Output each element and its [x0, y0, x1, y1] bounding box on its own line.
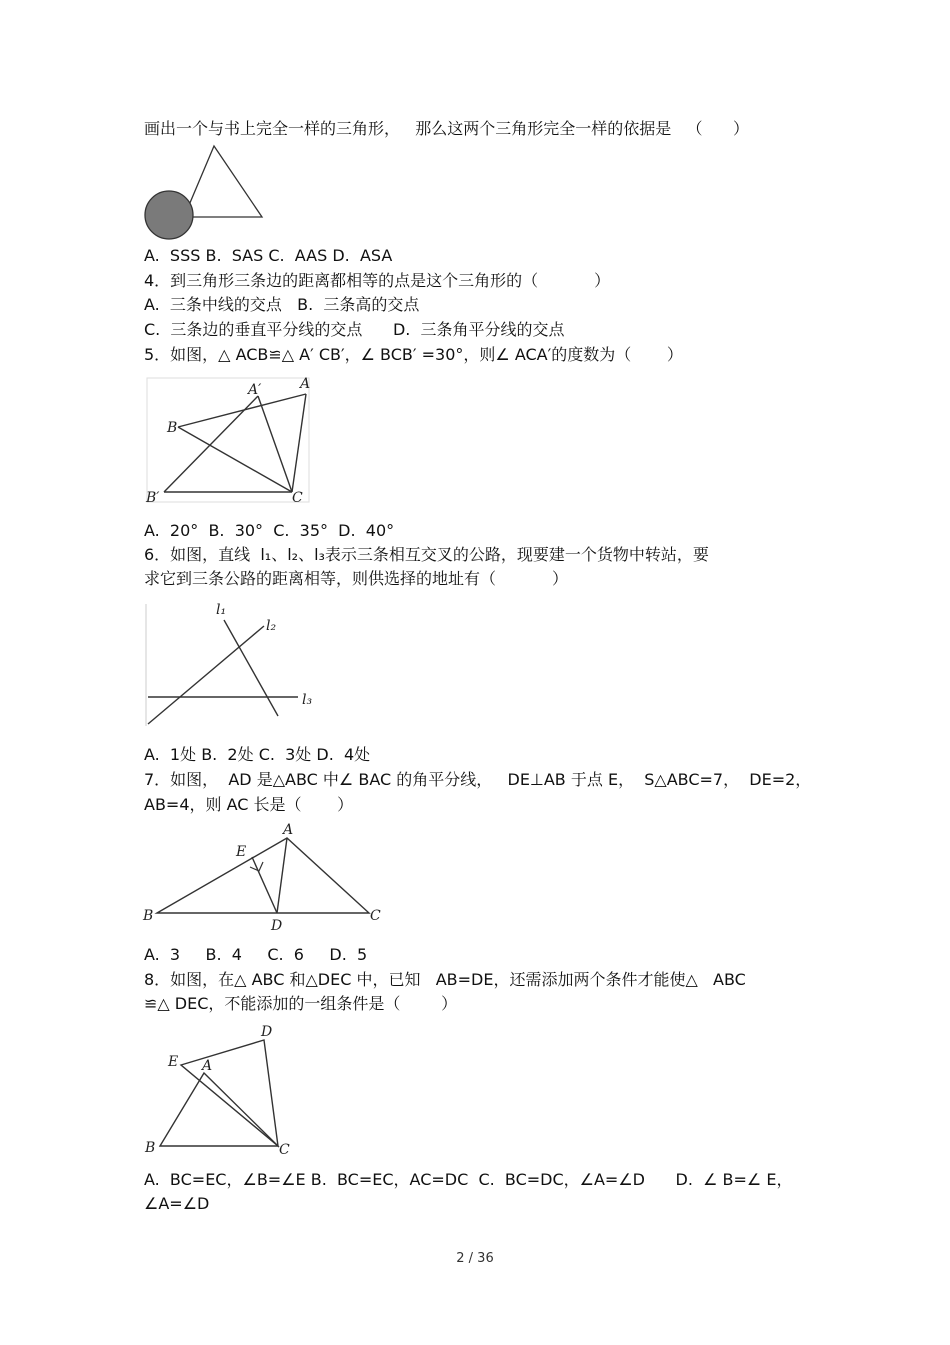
q7-label-c: C [370, 908, 381, 924]
q8-stem-1: 8．如图，在△ ABC 和△DEC 中，已知 AB=DE，还需添加两个条件才能使△ ABC [144, 970, 746, 989]
q3-stem: 画出一个与书上完全一样的三角形， 那么这两个三角形完全一样的依据是 （ ） [144, 119, 750, 138]
q3-blot [145, 191, 193, 239]
q8-stem-2: ≌△ DEC，不能添加的一组条件是（ ） [144, 994, 458, 1013]
q6-label-l1: l₁ [216, 602, 227, 618]
q4-stem: 4．到三角形三条边的距离都相等的点是这个三角形的（ ） [144, 271, 611, 290]
q7-stem-2: AB=4，则 AC 长是（ ） [144, 795, 354, 814]
q7-label-b: B [143, 908, 154, 924]
q8-label-b: B [145, 1140, 156, 1156]
q7-stem-1: 7．如图， AD 是△ABC 中∠ BAC 的角平分线， DE⊥AB 于点 E， S△ABC=7， DE=2， [144, 770, 812, 789]
q7-label-a: A [283, 822, 294, 838]
q8-label-e: E [168, 1054, 179, 1070]
q7-figure [140, 820, 400, 935]
q8-label-d: D [261, 1024, 273, 1040]
q7-label-d: D [271, 918, 283, 934]
q5-stem: 5．如图，△ ACB≌△ A′ CB′，∠ BCB′ =30°，则∠ ACA′的度数为（ ） [144, 345, 683, 364]
q4-options-ab: A. 三条中线的交点 B. 三条高的交点 [144, 295, 420, 314]
q8-label-a: A [202, 1058, 213, 1074]
q5-options: A. 20° B. 30° C. 35° D. 40° [144, 521, 395, 540]
q8-options-1: A. BC=EC，∠B=∠E B. BC=EC，AC=DC C. BC=DC，∠A=∠D D. ∠ B=∠ E， [144, 1170, 793, 1189]
page-number: 2 / 36 [456, 1251, 494, 1266]
q3-options: A. SSS B. SAS C. AAS D. ASA [144, 246, 393, 265]
q4-options-cd: C. 三条边的垂直平分线的交点 D. 三条角平分线的交点 [144, 320, 565, 339]
q5-label-b-prime: B′ [146, 490, 160, 506]
q3-triangle [184, 146, 262, 217]
q5-figure [140, 372, 320, 512]
q6-options: A. 1处 B. 2处 C. 3处 D. 4处 [144, 745, 371, 764]
q6-stem-2: 求它到三条公路的距离相等，则供选择的地址有（ ） [144, 569, 568, 588]
q5-label-a: A [300, 376, 311, 392]
q6-label-l3: l₃ [302, 692, 313, 708]
q3-figure [140, 143, 280, 243]
q7-options: A. 3 B. 4 C. 6 D. 5 [144, 945, 368, 964]
q8-figure [140, 1020, 310, 1160]
q7-label-e: E [236, 844, 247, 860]
q5-label-b: B [167, 420, 178, 436]
q6-figure [140, 596, 330, 736]
q6-label-l2: l₂ [266, 618, 277, 634]
q5-label-c: C [292, 490, 303, 506]
q5-label-a-prime: A′ [248, 382, 262, 398]
q8-label-c: C [279, 1142, 290, 1158]
q6-stem-1: 6．如图，直线 l₁、l₂、l₃表示三条相互交叉的公路，现要建一个货物中转站，要 [144, 545, 709, 564]
q8-options-2: ∠A=∠D [144, 1194, 210, 1213]
